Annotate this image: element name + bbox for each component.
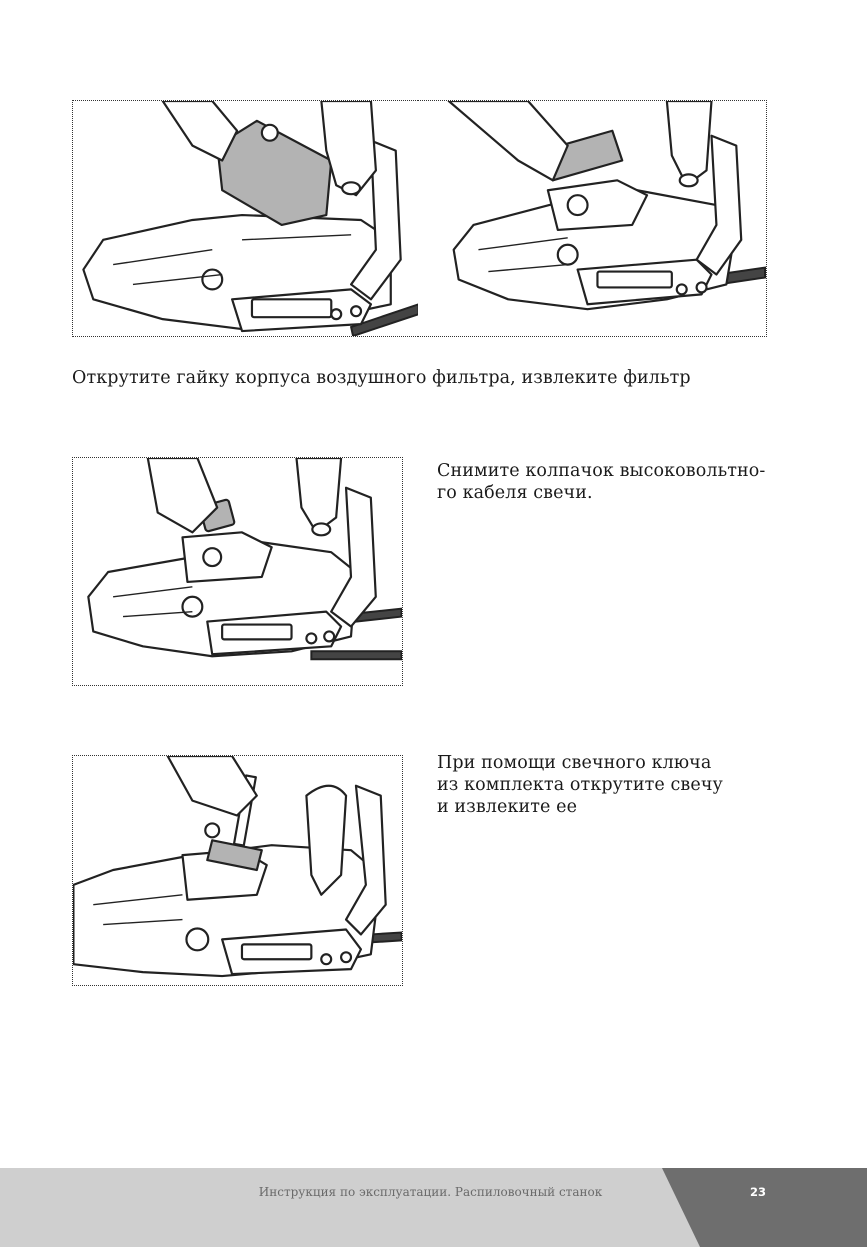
illustration-unscrew-spark-plug (72, 755, 403, 986)
caption-line: и извлеките ее (437, 797, 578, 817)
step-caption-air-filter: Открутите гайку корпуса воздушного фильтра, извлеките фильтр (72, 368, 691, 388)
page-number: 23 (749, 1185, 766, 1199)
chainsaw-filter-icon (418, 101, 766, 336)
caption-line: Снимите колпачок высоковольтно- (437, 461, 766, 481)
step-caption-spark-cap (437, 460, 797, 504)
chainsaw-spark-cap-icon (73, 458, 402, 685)
illustration-remove-spark-cap (72, 457, 403, 686)
caption-line: из комплекта открутите свечу (437, 775, 723, 795)
caption-line: го кабеля свечи. (437, 483, 593, 503)
step-caption-spark-plug (437, 752, 797, 818)
illustration-remove-filter-cover (72, 100, 420, 337)
chainsaw-filter-cover-icon (73, 101, 419, 336)
illustration-remove-filter (418, 100, 767, 337)
footer-title: Инструкция по эксплуатации. Распиловочный станок (258, 1185, 603, 1199)
chainsaw-spark-plug-icon (73, 756, 402, 985)
caption-line: При помощи свечного ключа (437, 753, 712, 773)
